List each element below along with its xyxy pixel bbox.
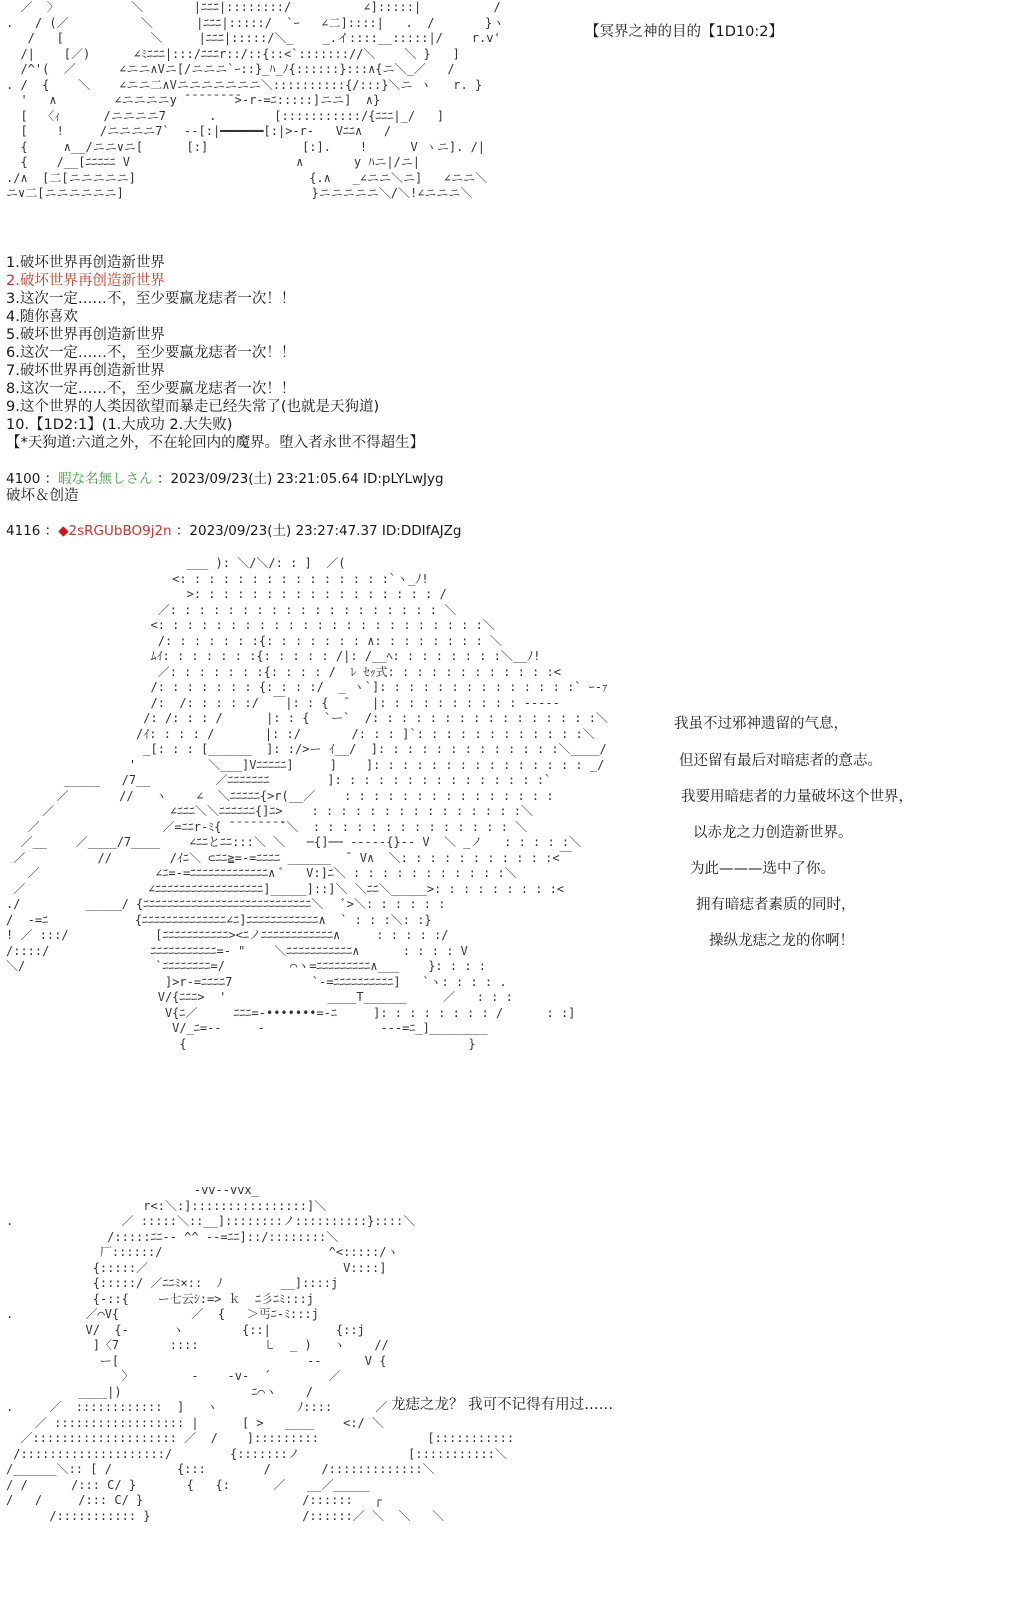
speech-line: 我虽不过邪神遗留的气息， (674, 716, 848, 732)
ascii-art-line: /: /: : : : :/ ￣|: : { ̄ |: : : : : : : : : : ----- (6, 695, 560, 710)
ascii-art-line: {-::{ ー七云ｼ:=> ｋ ﾆ彡ﾆﾐ:::j (6, 1291, 314, 1306)
post-meta: ：2023/09/23(土) 23:27:47.37 ID:DDIfAJZg (175, 523, 462, 539)
ascii-art-line: ./∧ [二[ニニニニニ] {.∧ _∠ニニ＼ニ] ∠ニニ＼ (6, 170, 488, 185)
poll-item: 5.破坏世界再创造新世界 (6, 327, 165, 343)
ascii-art-line: /______＼:: [ / {::: / /:::::::::::::＼ (6, 1462, 435, 1476)
ascii-art-line: ___ ): ＼/＼/: : ] ／( (6, 556, 346, 570)
ascii-art-line: r<:＼:]::::::::::::::::]＼ (6, 1198, 327, 1213)
poster-name[interactable]: 暇な名無しさん (58, 471, 153, 487)
ascii-art-line: _[: : : [______ ]: :/>ー ｲ__/ ]: : : : : : : : : : : : :＼____/ (6, 742, 607, 756)
ascii-art-line: ／ ∠ﾆﾆﾆﾆﾆﾆﾆﾆﾆﾆﾆﾆﾆﾆﾆﾆﾆﾆ]_____]::]＼ ＼ﾆﾆ＼_____>: : : : : : : : :< (6, 881, 565, 896)
ascii-art-top (6, 0, 596, 238)
ascii-art-line: <: : : : : : : : : : : : : : :`ヽ_ﾉ! (6, 571, 429, 586)
ascii-art-line: /: /: : : / |: : { `ー` /: : : : : : : : : : : : : : : :＼ (6, 711, 608, 725)
ascii-art-line: <: : : : : : : : : : : : : : : : : : : : : : :＼ (6, 618, 495, 632)
ascii-art-line: ／ // /ｲﾆ＼ ⊂ﾆﾆ≧=-=ﾆﾆﾆﾆ ______ ̄ V∧ ＼: : : : : : : : : : :<￣ (6, 850, 572, 865)
ascii-art-line: /: : : : : : : {: : : :/ _ ヽ`]: : : : : : : : : : : : : :` ｰ-ｧ (6, 680, 608, 694)
ascii-art-line: /::::/ ﾆﾆﾆﾆﾆﾆﾆﾆﾆﾆﾆ=- " ＼ﾆﾆﾆﾆﾆﾆﾆﾆﾆﾆﾆ∧ : : : : V (6, 943, 468, 958)
speech-line: 以赤龙之力创造新世界。 (693, 825, 853, 841)
ascii-art-line: ／ ∠ﾆ=-=ﾆﾆﾆﾆﾆﾆﾆﾆﾆﾆﾆﾆﾆ∧ ﾞ V:]ﾆ＼ : : : : : : : : : : :＼ (6, 866, 517, 880)
ascii-art-line: ／ :::::::::::::::::: | [ > ____ <:/ ＼ (6, 1415, 385, 1430)
ascii-art-line: . / { ＼ ∠ニニ二∧Vニニニニニニニ＼::::::::::{/:::}＼ニ ヽ r. } (6, 77, 483, 92)
ascii-art-line: ／ // ヽ ∠ ＼ﾆﾆﾆﾆﾆ{>r(__／ : : : : : : : : : : : : : : : (6, 788, 554, 803)
ascii-art-line: ー[ -- V { (6, 1353, 387, 1368)
ascii-art-line: ! ／ :::/ [ﾆﾆﾆﾆﾆﾆﾆﾆﾆﾆﾆ><ﾆノﾆﾆﾆﾆﾆﾆﾆﾆﾆﾆﾆﾆ∧ : : : : :/ (6, 928, 449, 942)
ascii-art-line: /:::::ﾆﾆ-- ^^ --=ﾆﾆ]::/::::::::＼ (6, 1229, 339, 1244)
ascii-art-line: ]>r-=ﾆﾆﾆﾆ7 `-=ﾆﾆﾆﾆﾆﾆﾆﾆﾆﾆ] `ヽ: : : : . (6, 974, 507, 989)
ascii-art-line: _____ /7__ ／ﾆﾆﾆﾆﾆﾆﾆ ]: : : : : : : : : : : : : : :` (6, 773, 552, 787)
ascii-art-line: { /__[ﾆﾆﾆﾆﾆ V ∧ y ﾊニ|/ニ| (6, 155, 421, 169)
ascii-art-middle (6, 556, 706, 1131)
speech-line: 但还留有最后对暗痣者的意志。 (679, 753, 882, 769)
ascii-art-line: . ／ :::::::::::: ] ヽ ﾉ:::: ／ (6, 1400, 388, 1414)
ascii-art-line: {:::::／ V::::] (6, 1260, 387, 1275)
ascii-art-line: [ 〈ｨ /ニニニニ7 . [:::::::::::/{ﾆﾆﾆ|_/ ] (6, 108, 445, 123)
poll-list (6, 254, 706, 452)
ascii-art-line: { ∧__/ニニ∨ニ[ [:] [:]. ! V ヽニ]. /| (6, 139, 486, 154)
ascii-art-line: V/ {- ヽ {::| {::j (6, 1322, 365, 1337)
ascii-art-line: . ／ :::::＼::__]::::::::ノ::::::::::}::::＼ (6, 1214, 416, 1228)
ascii-art-line: [ ! /ニニニニ7` --[:|━━━━━━[:|>-r- Vﾆﾆ∧ / (6, 124, 392, 138)
post-number[interactable]: 4100 (6, 471, 41, 487)
ascii-art-line: /^'( ／ ∠ニニ∧Vニ[/ニニニ`ｰ::}_ﾊ_ﾉ{::::::}:::∧{ニ＼_／ / (6, 62, 455, 76)
poll-item: 3.这次一定……不，至少要赢龙痣者一次！！ (6, 291, 296, 307)
ascii-art-line: . / (／ ＼ |ﾆﾆﾆ|:::::/ `ｰ ∠二]::::| . / }ヽ (6, 15, 505, 30)
ascii-art-line: ／__ ／____/7____ ∠ﾆﾆとﾆﾆ:::＼ ＼ ─{]── -----{}-- V ＼ _ノ : : : : :＼ (6, 835, 582, 849)
trip-diamond-icon: ◆ (58, 523, 69, 539)
ascii-art-line: V{ﾆ／ ﾆﾆﾆ=-•••••••=-ﾆ ]: : : : : : : : / : :] (6, 1005, 576, 1020)
ascii-art-line: ＼/ `ﾆﾆﾆﾆﾆﾆﾆﾆ=/ ⌒ヽ=ﾆﾆﾆﾆﾆﾆﾆﾆﾆ∧___ }: : : : (6, 959, 487, 973)
post-sep: ： (44, 471, 59, 487)
ascii-art-line: >: : : : : : : : : : : : : : : : : / (6, 587, 447, 601)
ascii-art-line: 厂::::::/ ^<:::::/ヽ (6, 1245, 399, 1259)
ascii-art-line: -vv--vvx_ (6, 1183, 259, 1197)
ascii-art-line: { } (6, 1036, 476, 1051)
ascii-art-line: ./ _____/ {ﾆﾆﾆﾆﾆﾆﾆﾆﾆﾆﾆﾆﾆﾆﾆﾆﾆﾆﾆﾆﾆﾆﾆﾆﾆﾆﾆﾆ＼ ﾞ>＼: : : : : : (6, 897, 446, 911)
poll-item: 6.这次一定……不，至少要赢龙痣者一次！！ (6, 345, 296, 361)
post-4100-header (6, 470, 444, 488)
ascii-art-line: ____|) ﾆ⌒ヽ / (6, 1384, 313, 1399)
poll-item: 4.随你喜欢 (6, 309, 78, 325)
ascii-art-line: ' ∧ ∠ニニニニy ̄ ̄ ̄ ̄ ̄ ̄ ̄ ̄>-r-=ﾆ:::::]ニニ] ∧} (6, 93, 381, 107)
ascii-art-line: {:::::/ ／ﾆﾆﾐ×:: ﾉ __]::::j (6, 1276, 339, 1290)
poll-item: 10.【1D2:1】(1.大成功 2.大失败) (6, 417, 233, 433)
ascii-art-line: /: : : : : : :{: : : : : : : ∧: : : : : : : : ＼ (6, 633, 503, 648)
ascii-art-line: V/_ﾆ=-- - ---=ﾆ_]________ (6, 1021, 488, 1035)
ascii-art-line: ]〈7 :::: ㇄ _ ) ヽ // (6, 1338, 389, 1352)
ascii-art-line: V/{ﾆﾆﾆ> ' ____T______ ／ : : : (6, 990, 513, 1004)
speech-bottom: 龙痣之龙？ 我可不记得有用过…… (391, 1397, 614, 1413)
post-4116-header (6, 522, 461, 540)
ascii-art-line: / / /::: C/ } { {: ／ __／_____ (6, 1477, 370, 1492)
post-4100-body: 破坏＆创造 (6, 488, 79, 504)
poster-name[interactable]: 2sRGUbBO9j2n (68, 523, 172, 539)
poll-item: 8.这次一定……不，至少要赢龙痣者一次！！ (6, 381, 296, 397)
poll-item: 2.破坏世界再创造新世界 (6, 273, 165, 289)
speech-line: 操纵龙痣之龙的你啊！ (709, 933, 854, 949)
ascii-art-line: ' ＼___]Vﾆﾆﾆﾆﾆ] ] ]: : : : : : : : : : : : : : : _/ (6, 757, 605, 772)
speech-line: 我要用暗痣者的力量破坏这个世界， (681, 789, 913, 805)
ascii-art-line: / [ ＼ |ﾆﾆﾆ|:::::/＼_ _.イ::::__:::::|/ r.v' (6, 31, 501, 45)
ascii-art-line: / -=ﾆ {ﾆﾆﾆﾆﾆﾆﾆﾆﾆﾆﾆﾆﾆﾆ∠ﾆ]ﾆﾆﾆﾆﾆﾆﾆﾆﾆﾆﾆﾆ∧ ` : : :＼: :} (6, 912, 432, 927)
poll-item: 【*天狗道:六道之外，不在轮回内的魔界。堕入者永世不得超生】 (6, 435, 425, 451)
ascii-art-line: 〉 - -v- ´ ／ (6, 1369, 341, 1383)
header-title: 【冥界之神的目的【1D10:2】 (585, 24, 783, 40)
ascii-art-line: ／:::::::::::::::::::: ／ / ]::::::::: [::::::::::: (6, 1431, 515, 1445)
ascii-art-line: ／: : : : : : :{: : : : / ﾚ ｾｯ式: : : : : : : : : : : :< (6, 664, 561, 679)
ascii-art-line: . ／⌒V{ ／ { ＞丐ﾆ-ﾐ:::j (6, 1307, 319, 1321)
poll-item: 7.破坏世界再创造新世界 (6, 363, 165, 379)
ascii-art-line: ／: : : : : : : : : : : : : : : : : : : ＼ (6, 602, 457, 617)
ascii-art-line: /| [／) ∠ﾐﾆﾆﾆ|:::/ﾆﾆﾆr::/::{::<`::::::://＼ ＼ } ] (6, 46, 460, 61)
ascii-art-line: ／ ／=ﾆﾆr-ﾐ{ ̄ ̄ ̄ ̄ ̄ ̄ ̄ ̄`＼ : : : : : : : : : : : : : : ＼ (6, 819, 528, 834)
ascii-art-line: ／ ∠ﾆﾆﾆ＼＼ﾆﾆﾆﾆﾆﾆ{]ﾆ> : : : : : : : : : : : : : : :＼ (6, 804, 534, 818)
ascii-art-line: ニ∨二[ニニニニニニ] }ニニニニニ＼/＼!∠ニニニ＼ (6, 186, 473, 200)
ascii-art-line: /::::::::::::::::::::/ {:::::::ノ [:::::::::::＼ (6, 1446, 507, 1461)
post-meta: ：2023/09/23(土) 23:21:05.64 ID:pLYLwJyg (156, 471, 444, 487)
poll-item: 9.这个世界的人类因欲望而暴走已经失常了(也就是天狗道) (6, 399, 380, 415)
ascii-art-line: /::::::::::: } /::::::／ ＼ ＼ ＼ (6, 1508, 445, 1523)
post-sep: ： (44, 523, 59, 539)
speech-line: 拥有暗痣者素质的同时， (696, 897, 856, 913)
speech-line: 为此———选中了你。 (690, 861, 835, 877)
ascii-art-line: ﾑｲ: : : : : : :{: : : : : /|: /__ﾍ: : : : : : : :＼__ﾉ! (6, 649, 541, 663)
post-number[interactable]: 4116 (6, 523, 41, 539)
ascii-art-line: / / /::: C/ } /:::::: ┌ (6, 1493, 382, 1507)
poll-item: 1.破坏世界再创造新世界 (6, 255, 165, 271)
ascii-art-line: ／ 〉 ＼ |ﾆﾆﾆ|::::::::/ ∠]:::::| / (6, 0, 501, 14)
ascii-art-line: /ｲ: : : : / |: :/ /: : : ]`: : : : : : : : : : : :＼ (6, 726, 595, 741)
